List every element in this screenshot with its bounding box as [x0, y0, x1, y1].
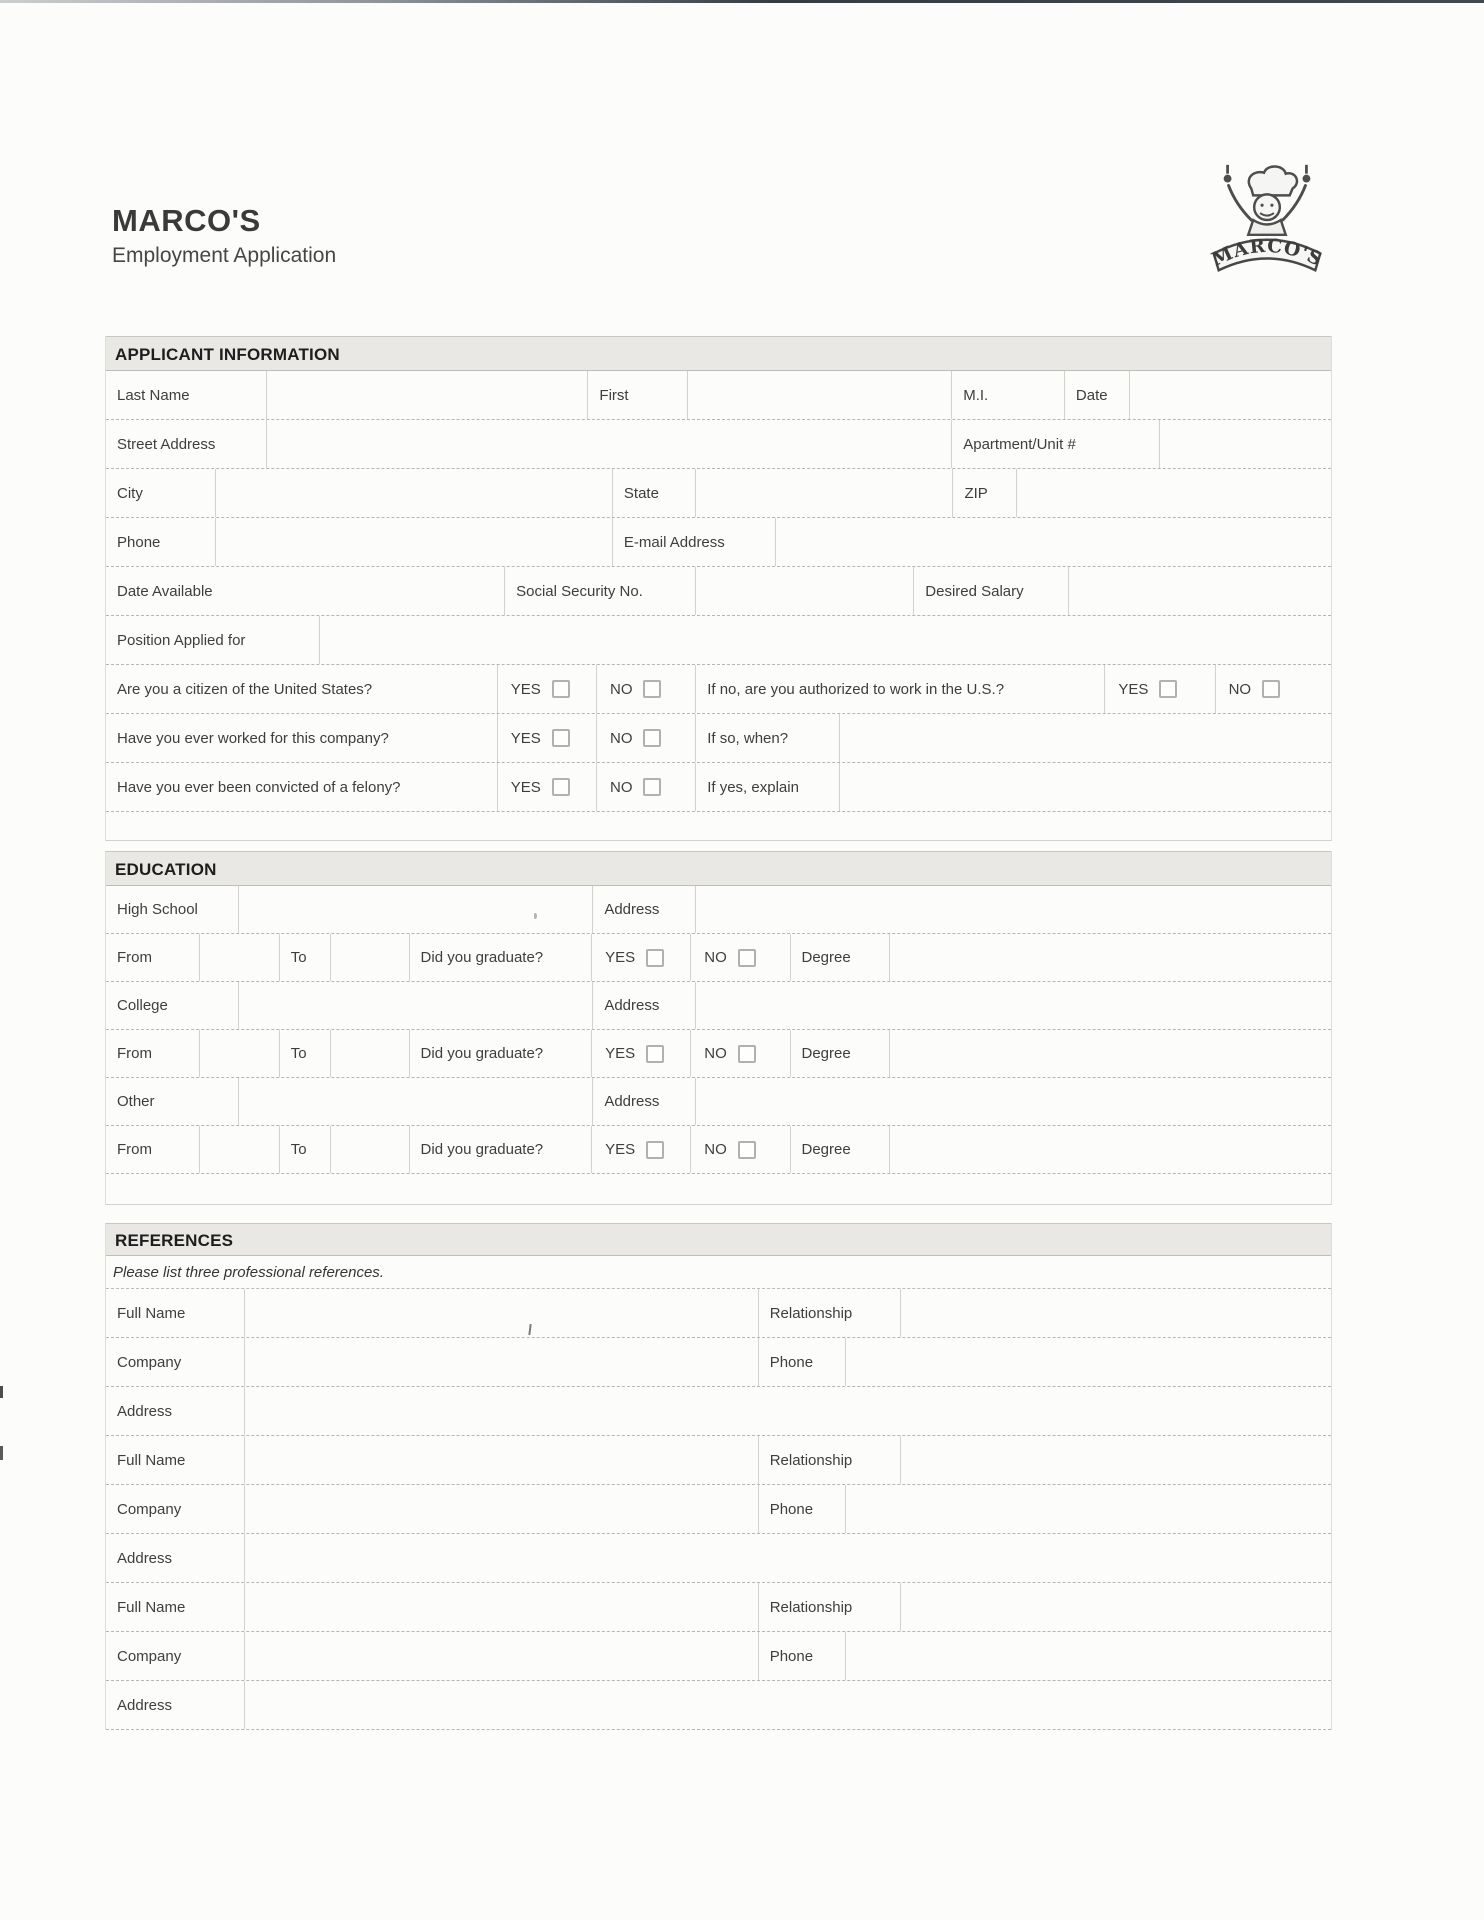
- ref2-relationship-input[interactable]: [900, 1436, 1331, 1484]
- other-school-row: [106, 1078, 1331, 1126]
- college-from-input[interactable]: [199, 1030, 279, 1077]
- citizen-question-row: [106, 665, 1331, 714]
- yes-label: YES: [510, 729, 541, 747]
- email-label: E-mail Address: [612, 518, 775, 566]
- ref1-address-row: [106, 1387, 1331, 1436]
- empty-table-strip: [106, 812, 1331, 841]
- ref2-phone-label: Phone: [758, 1485, 845, 1533]
- other-to-label: To: [279, 1126, 330, 1173]
- no-label: NO: [609, 680, 633, 698]
- felony-question-label: Have you ever been convicted of a felony?: [117, 778, 401, 796]
- other-graduate-no-checkbox[interactable]: [738, 1141, 756, 1159]
- employment-application-form: [105, 336, 1332, 1730]
- other-degree-label: Degree: [790, 1126, 889, 1173]
- worked-yes-checkbox[interactable]: [552, 729, 570, 747]
- felony-explain-input[interactable]: [839, 763, 1331, 811]
- other-graduate-yes-checkbox[interactable]: [646, 1141, 664, 1159]
- college-graduate-no-cell: [690, 1030, 789, 1077]
- felony-no-cell: [596, 763, 695, 811]
- name-row: [106, 371, 1331, 420]
- no-label: NO: [704, 1045, 727, 1062]
- ref2-relationship-label: Relationship: [758, 1436, 900, 1484]
- yes-label: YES: [1118, 680, 1149, 698]
- marcos-chef-logo: [1198, 156, 1336, 286]
- date-available-field[interactable]: Date Available: [117, 582, 213, 600]
- date-input[interactable]: [1129, 371, 1331, 419]
- other-address-input[interactable]: [695, 1078, 1331, 1125]
- availability-row: [106, 567, 1331, 616]
- high-school-input[interactable]: [238, 886, 592, 933]
- chef-torso: [1248, 220, 1285, 235]
- ref2-company-label: Company: [117, 1500, 182, 1518]
- city-input[interactable]: [215, 469, 612, 517]
- ref1-company-input[interactable]: [244, 1338, 757, 1386]
- college-degree-input[interactable]: [889, 1030, 1331, 1077]
- hs-degree-input[interactable]: [889, 934, 1331, 981]
- ref3-address-input[interactable]: [244, 1681, 1331, 1729]
- citizen-yes-cell: [497, 665, 596, 713]
- other-address-label: Address: [592, 1078, 695, 1125]
- first-name-label: First: [587, 371, 686, 419]
- position-row: [106, 616, 1331, 665]
- hs-from-input[interactable]: [199, 934, 279, 981]
- ref2-name-row: [106, 1436, 1331, 1485]
- scan-artifact-mark: [0, 1386, 3, 1398]
- ref1-company-label: Company: [117, 1353, 182, 1371]
- zip-input[interactable]: [1016, 469, 1331, 517]
- state-input[interactable]: [695, 469, 952, 517]
- hs-to-label: To: [279, 934, 330, 981]
- felony-explain-label: If yes, explain: [695, 763, 838, 811]
- ref2-company-row: [106, 1485, 1331, 1534]
- hs-from-label: From: [117, 949, 152, 966]
- position-applied-input[interactable]: [319, 616, 1331, 664]
- ref3-company-label: Company: [117, 1647, 182, 1665]
- first-name-input[interactable]: [687, 371, 952, 419]
- last-name-label: Last Name: [117, 386, 190, 404]
- education-section-header: EDUCATION: [106, 851, 1331, 886]
- ref2-address-row: [106, 1534, 1331, 1583]
- position-applied-label: Position Applied for: [117, 631, 246, 649]
- desired-salary-input[interactable]: [1068, 567, 1330, 615]
- middle-initial-field[interactable]: M.I.: [951, 371, 1064, 419]
- other-to-input[interactable]: [330, 1126, 408, 1173]
- ref2-full-name-input[interactable]: [244, 1436, 757, 1484]
- ref3-address-row: [106, 1681, 1331, 1730]
- other-graduate-yes-cell: [591, 1126, 690, 1173]
- ref3-full-name-label: Full Name: [117, 1598, 186, 1616]
- street-address-label: Street Address: [117, 435, 216, 453]
- ref3-company-row: [106, 1632, 1331, 1681]
- ref2-company-input[interactable]: [244, 1485, 757, 1533]
- phone-label: Phone: [117, 533, 161, 551]
- left-utensil-icon: [1226, 165, 1229, 174]
- no-label: NO: [609, 729, 633, 747]
- scanner-edge-line: [0, 0, 1484, 3]
- applicant-section-header: APPLICANT INFORMATION: [106, 336, 1331, 371]
- college-label: College: [117, 997, 168, 1014]
- ssn-label: Social Security No.: [504, 567, 695, 615]
- right-utensil-icon: [1305, 165, 1308, 174]
- high-school-label: High School: [117, 901, 198, 918]
- ref3-address-label: Address: [117, 1696, 173, 1714]
- yes-label: YES: [510, 778, 541, 796]
- yes-label: YES: [510, 680, 541, 698]
- worked-before-question-row: [106, 714, 1331, 763]
- no-label: NO: [1228, 680, 1252, 698]
- other-school-label: Other: [117, 1093, 155, 1110]
- logo-banner-text: MARCO'S: [1208, 234, 1327, 271]
- yes-label: YES: [605, 1141, 636, 1158]
- ref3-name-row: [106, 1583, 1331, 1632]
- college-years-row: [106, 1030, 1331, 1078]
- citizen-yes-checkbox[interactable]: [552, 680, 570, 698]
- felony-question-row: [106, 763, 1331, 812]
- authorized-no-cell: [1215, 665, 1331, 713]
- references-section: [105, 1223, 1332, 1730]
- education-section: [105, 851, 1332, 1205]
- ref1-company-row: [106, 1338, 1331, 1387]
- ref3-full-name-input[interactable]: [244, 1583, 757, 1631]
- ref3-relationship-label: Relationship: [758, 1583, 900, 1631]
- references-note: Please list three professional references.: [106, 1256, 1331, 1289]
- ref1-full-name-label: Full Name: [117, 1304, 186, 1322]
- phone-row: [106, 518, 1331, 567]
- ref2-phone-input[interactable]: [845, 1485, 1331, 1533]
- applicant-information-section: [105, 336, 1332, 841]
- authorized-question-label: If no, are you authorized to work in the U.S.?: [695, 665, 1104, 713]
- hs-address-input[interactable]: [695, 886, 1331, 933]
- last-name-input[interactable]: [266, 371, 587, 419]
- college-from-label: From: [117, 1045, 152, 1062]
- no-label: NO: [704, 949, 727, 966]
- high-school-row: [106, 886, 1331, 934]
- city-row: [106, 469, 1331, 518]
- hs-graduate-no-checkbox[interactable]: [738, 949, 756, 967]
- email-input[interactable]: [775, 518, 1331, 566]
- authorized-no-checkbox[interactable]: [1262, 680, 1280, 698]
- city-label: City: [117, 484, 143, 502]
- zip-label: ZIP: [952, 469, 1016, 517]
- ref3-relationship-input[interactable]: [900, 1583, 1331, 1631]
- hs-address-label: Address: [592, 886, 695, 933]
- other-school-input[interactable]: [238, 1078, 592, 1125]
- college-to-input[interactable]: [330, 1030, 408, 1077]
- no-label: NO: [704, 1141, 727, 1158]
- ref1-relationship-input[interactable]: [900, 1289, 1331, 1337]
- ref2-address-input[interactable]: [244, 1534, 1331, 1582]
- other-graduate-no-cell: [690, 1126, 789, 1173]
- phone-input[interactable]: [215, 518, 612, 566]
- ref1-phone-label: Phone: [758, 1338, 845, 1386]
- form-subtitle: Employment Application: [112, 243, 337, 267]
- college-graduate-yes-checkbox[interactable]: [646, 1045, 664, 1063]
- ssn-input[interactable]: [695, 567, 913, 615]
- hs-to-input[interactable]: [330, 934, 408, 981]
- other-degree-input[interactable]: [889, 1126, 1331, 1173]
- citizen-no-cell: [596, 665, 695, 713]
- college-degree-label: Degree: [790, 1030, 889, 1077]
- ref1-name-row: [106, 1289, 1331, 1338]
- college-address-input[interactable]: [695, 982, 1331, 1029]
- college-graduate-no-checkbox[interactable]: [738, 1045, 756, 1063]
- form-header: [112, 205, 336, 268]
- state-label: State: [612, 469, 695, 517]
- college-graduate-label: Did you graduate?: [409, 1030, 592, 1077]
- authorized-yes-cell: [1104, 665, 1214, 713]
- college-address-label: Address: [592, 982, 695, 1029]
- college-graduate-yes-cell: [591, 1030, 690, 1077]
- worked-yes-cell: [497, 714, 596, 762]
- college-row: [106, 982, 1331, 1030]
- chef-left-arm: [1229, 186, 1252, 221]
- street-address-input[interactable]: [266, 420, 951, 468]
- date-label: Date: [1064, 371, 1129, 419]
- worked-no-checkbox[interactable]: [643, 729, 661, 747]
- other-from-input[interactable]: [199, 1126, 279, 1173]
- ref1-full-name-input[interactable]: [244, 1289, 757, 1337]
- hs-graduate-yes-cell: [591, 934, 690, 981]
- other-graduate-label: Did you graduate?: [409, 1126, 592, 1173]
- ref2-full-name-label: Full Name: [117, 1451, 186, 1469]
- ref1-relationship-label: Relationship: [758, 1289, 900, 1337]
- no-label: NO: [609, 778, 633, 796]
- college-to-label: To: [279, 1030, 330, 1077]
- felony-no-checkbox[interactable]: [643, 778, 661, 796]
- worked-when-input[interactable]: [839, 714, 1331, 762]
- ref2-address-label: Address: [117, 1549, 173, 1567]
- hs-graduate-label: Did you graduate?: [409, 934, 592, 981]
- worked-before-question-label: Have you ever worked for this company?: [117, 729, 389, 747]
- other-from-label: From: [117, 1141, 152, 1158]
- apartment-unit-label: Apartment/Unit #: [951, 420, 1159, 468]
- citizen-no-checkbox[interactable]: [643, 680, 661, 698]
- worked-no-cell: [596, 714, 695, 762]
- ref3-phone-input[interactable]: [845, 1632, 1331, 1680]
- felony-yes-checkbox[interactable]: [552, 778, 570, 796]
- ref3-phone-label: Phone: [758, 1632, 845, 1680]
- worked-when-label: If so, when?: [695, 714, 838, 762]
- college-input[interactable]: [238, 982, 592, 1029]
- right-utensil-icon: [1302, 175, 1310, 183]
- yes-label: YES: [605, 1045, 636, 1062]
- felony-yes-cell: [497, 763, 596, 811]
- street-row: [106, 420, 1331, 469]
- chef-hat-icon: [1249, 167, 1297, 196]
- hs-graduate-no-cell: [690, 934, 789, 981]
- high-school-years-row: [106, 934, 1331, 982]
- yes-label: YES: [605, 949, 636, 966]
- hs-degree-label: Degree: [790, 934, 889, 981]
- apartment-unit-input[interactable]: [1159, 420, 1331, 468]
- authorized-yes-checkbox[interactable]: [1159, 680, 1177, 698]
- hs-graduate-yes-checkbox[interactable]: [646, 949, 664, 967]
- company-title: MARCO'S: [112, 203, 261, 238]
- left-utensil-icon: [1224, 175, 1232, 183]
- references-section-header: REFERENCES: [106, 1223, 1331, 1256]
- ref1-phone-input[interactable]: [845, 1338, 1331, 1386]
- desired-salary-label: Desired Salary: [913, 567, 1067, 615]
- ref1-address-input[interactable]: [244, 1387, 1331, 1435]
- ref3-company-input[interactable]: [244, 1632, 757, 1680]
- scan-artifact-mark: [0, 1446, 3, 1460]
- other-years-row: [106, 1126, 1331, 1174]
- ref1-address-label: Address: [117, 1402, 173, 1420]
- citizen-question-label: Are you a citizen of the United States?: [117, 680, 373, 698]
- empty-table-strip: [106, 1174, 1331, 1205]
